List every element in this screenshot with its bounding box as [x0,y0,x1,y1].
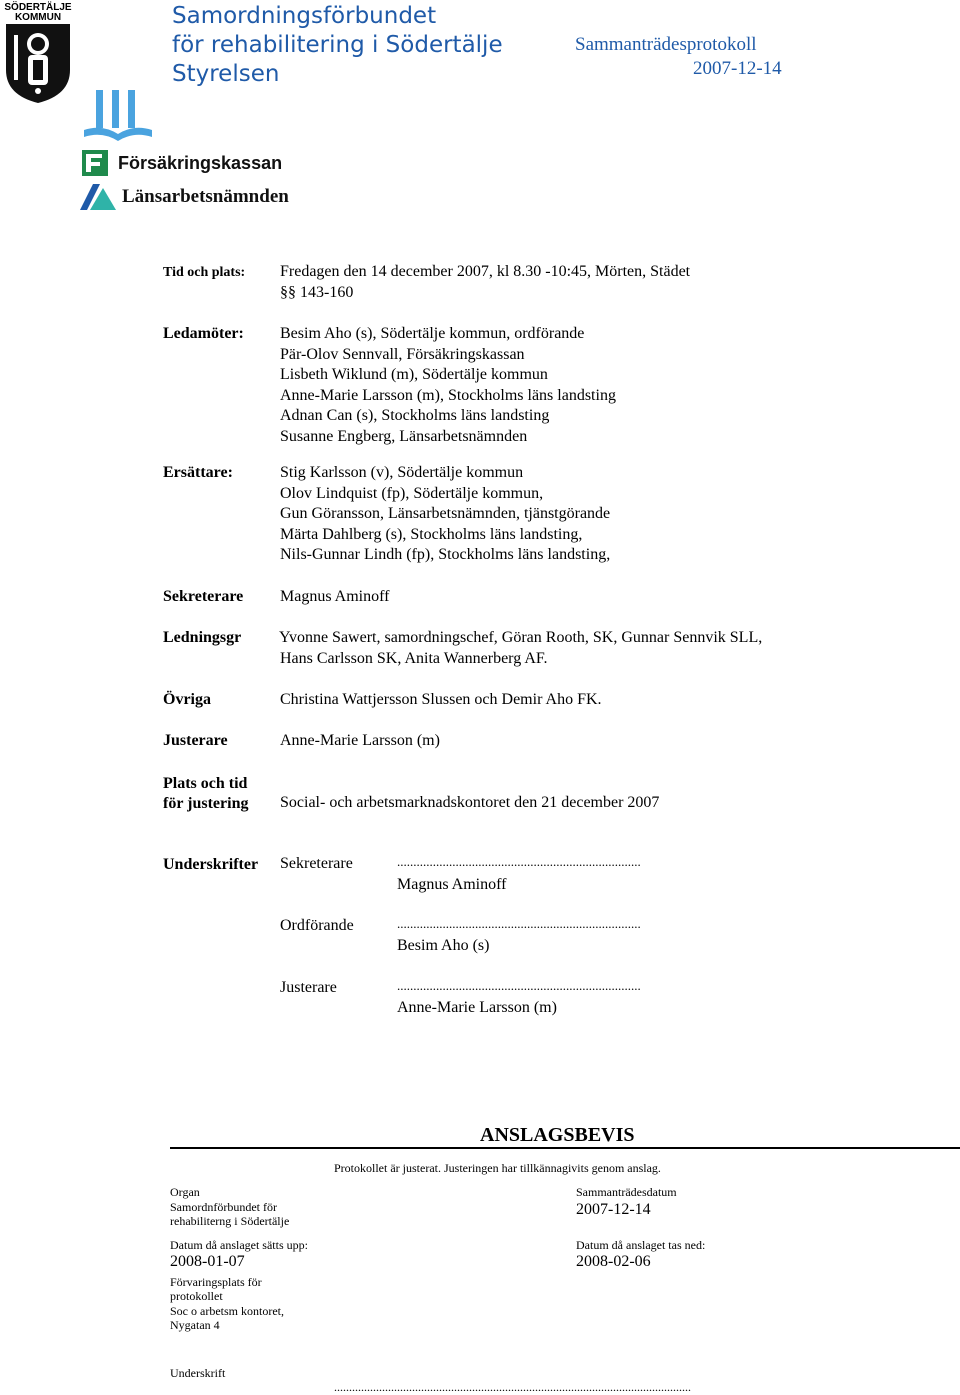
sig-name-ordforande: Besim Aho (s) [397,937,490,954]
ersattare: Olov Lindquist (fp), Södertälje kommun, [280,484,544,502]
ledningsgr-value [279,628,762,669]
underskrifter-label: Underskrifter [163,856,259,873]
kommun-logo [0,0,76,104]
forvaringsplats [170,1275,284,1333]
sig-role-sekreterare: Sekreterare [280,855,353,872]
org-line-2: för rehabilitering i Södertälje [172,32,503,58]
ledningsgr-label: Ledningsgr [163,629,242,646]
ersattare: Gun Göransson, Länsarbetsnämnden, tjänstgörande [280,505,611,523]
justerare-value: Anne-Marie Larsson (m) [280,732,440,749]
organ-line-2: rehabiliterng i Södertälje [170,1214,290,1229]
logo-text-1: SÖDERTÄLJE [4,2,72,13]
ledamot: Adnan Can (s), Stockholms läns landsting [280,407,550,425]
anslagsbevis-title: ANSLAGSBEVIS [480,1124,635,1146]
sig-role-justerare: Justerare [280,979,337,996]
lansarbetsnamnden-logo [80,184,289,212]
sig-line-ordforande: ........................................................................... [397,916,641,931]
ledamoter-label: Ledamöter: [163,325,244,342]
sig-name-justerare: Anne-Marie Larsson (m) [397,999,557,1016]
ledamot: Susanne Engberg, Länsarbetsnämnden [280,427,528,445]
sekreterare-value: Magnus Aminoff [280,588,390,605]
tid-line-2: §§ 143-160 [280,283,354,301]
forsakringskassan-label: Försäkringskassan [118,152,283,173]
document-date: 2007-12-14 [693,58,782,79]
org-line-3: Styrelsen [172,61,280,87]
ledningsgr-line-2: Hans Carlsson SK, Anita Wannerberg AF. [280,649,548,667]
ledningsgr-line-1: Yvonne Sawert, samordningschef, Göran Rooth, SK, Gunnar Sennvik SLL, [279,629,763,646]
forsakringskassan-logo [82,150,282,180]
tid-line-1: Fredagen den 14 december 2007, kl 8.30 -10:45, Mörten, Städet [280,263,691,280]
ledamot: Besim Aho (s), Södertälje kommun, ordförande [280,325,585,342]
document-type: Sammanträdesprotokoll [575,34,757,55]
tas-ned-label: Datum då anslaget tas ned: [576,1238,706,1252]
sammantradesdatum-value: 2007-12-14 [576,1201,651,1218]
plats-value: Social- och arbetsmarknadskontoret den 21 december 2007 [280,794,660,811]
ledamot: Lisbeth Wiklund (m), Södertälje kommun [280,366,548,384]
organ-value [170,1200,289,1229]
satts-upp-label: Datum då anslaget sätts upp: [170,1238,308,1252]
ovriga-label: Övriga [163,691,211,708]
sig-line-sekreterare: ........................................................................... [397,854,641,869]
forvaring-label-2: protokollet [170,1289,223,1304]
forvaring-label-1: Förvaringsplats för [170,1275,262,1289]
ledamot: Pär-Olov Sennvall, Försäkringskassan [280,345,525,363]
ersattare: Märta Dahlberg (s), Stockholms läns landsting, [280,525,583,543]
logo-text-2: KOMMUN [14,12,62,23]
underskrift-line: ....................................................................................................................... [334,1380,691,1394]
tid-label: Tid och plats: [163,265,246,280]
forvaring-value-1: Soc o arbetsm kontoret, [170,1303,284,1318]
ledamoter-list [280,324,616,448]
tas-ned-value: 2008-02-06 [576,1253,651,1270]
sig-line-justerare: ........................................................................... [397,978,641,993]
plats-label-1: Plats och tid [163,775,248,792]
plats-label [163,774,248,814]
ledamot: Anne-Marie Larsson (m), Stockholms läns landsting [280,386,616,404]
sammantradesdatum-label: Sammanträdesdatum [576,1185,677,1199]
underskrift-label: Underskrift [170,1366,226,1380]
sig-role-ordforande: Ordförande [280,917,354,934]
landsting-logo [82,88,154,148]
anslagsbevis-note: Protokollet är justerat. Justeringen har tillkännagivits genom anslag. [334,1161,661,1175]
forvaring-value-2: Nygatan 4 [170,1318,220,1333]
lansarbetsnamnden-label: Länsarbetsnämnden [122,186,289,207]
ovriga-value: Christina Wattjersson Slussen och Demir Aho FK. [280,691,602,708]
ersattare: Stig Karlsson (v), Södertälje kommun [280,464,524,481]
tid-value [280,262,690,303]
ersattare: Nils-Gunnar Lindh (fp), Stockholms läns landsting, [280,546,611,564]
ersattare-label: Ersättare: [163,464,233,481]
anslagsbevis-divider [170,1147,960,1149]
org-line-1: Samordningsförbundet [172,3,437,29]
sekreterare-label: Sekreterare [163,588,244,605]
ersattare-list [280,463,610,566]
organ-line-1: Samordnförbundet för [170,1200,277,1214]
lansarbetsnamnden-icon [80,184,116,210]
sig-name-sekreterare: Magnus Aminoff [397,876,507,893]
forsakringskassan-icon [82,150,108,176]
plats-label-2: för justering [163,795,249,812]
justerare-label: Justerare [163,732,228,749]
organ-label: Organ [170,1185,200,1199]
satts-upp-value: 2008-01-07 [170,1253,245,1270]
org-name [172,2,503,89]
